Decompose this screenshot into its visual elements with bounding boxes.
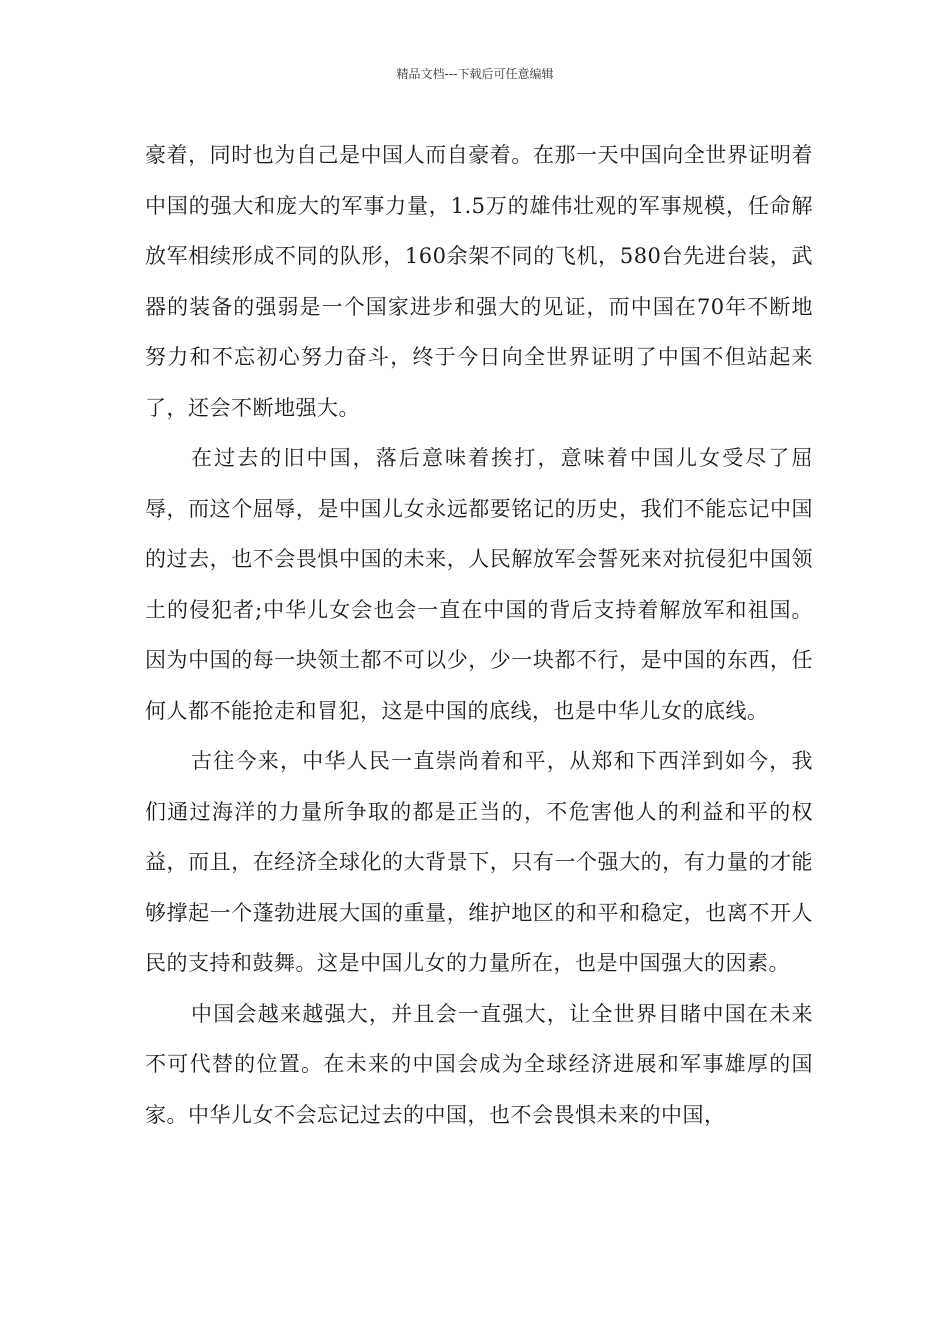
paragraph-2: 在过去的旧中国，落后意味着挨打，意味着中国儿女受尽了屈辱，而这个屈辱，是中国儿女永远都要铭记的历史，我们不能忘记中国的过去，也不会畏惧中国的未来，人民解放军会誓死来对抗侵犯中国领土的侵犯者;中华儿女会也会一直在中国的背后支持着解放军和祖国。因为中国的每一块领土都不可以少，少一块都不行，是中国的东西，任何人都不能抢走和冒犯，这是中国的底线，也是中华儿女的底线。 (145, 446, 813, 723)
paragraph-4: 中国会越来越强大，并且会一直强大，让全世界目睹中国在未来不可代替的位置。在未来的中国会成为全球经济进展和军事雄厚的国家。中华儿女不会忘记过去的中国，也不会畏惧未来的中国， (145, 1001, 813, 1127)
paragraph-3: 古往今来，中华人民一直崇尚着和平，从郑和下西洋到如今，我们通过海洋的力量所争取的都是正当的，不危害他人的利益和平的权益，而且，在经济全球化的大背景下，只有一个强大的，有力量的才能够撑起一个蓬勃进展大国的重量，维护地区的和平和稳定，也离不开人民的支持和鼓舞。这是中国儿女的力量所在，也是中国强大的因素。 (145, 749, 813, 975)
page-header: 精品文档---下载后可任意编辑 (396, 67, 554, 81)
document-body (145, 130, 813, 1140)
paragraph-1: 豪着，同时也为自己是中国人而自豪着。在那一天中国向全世界证明着中国的强大和庞大的军事力量，1.5万的雄伟壮观的军事规模，任命解放军相续形成不同的队形，160余架不同的飞机，580台先进台装，武器的装备的强弱是一个国家进步和强大的见证，而中国在70年不断地努力和不忘初心努力奋斗，终于今日向全世界证明了中国不但站起来了，还会不断地强大。 (145, 143, 813, 420)
